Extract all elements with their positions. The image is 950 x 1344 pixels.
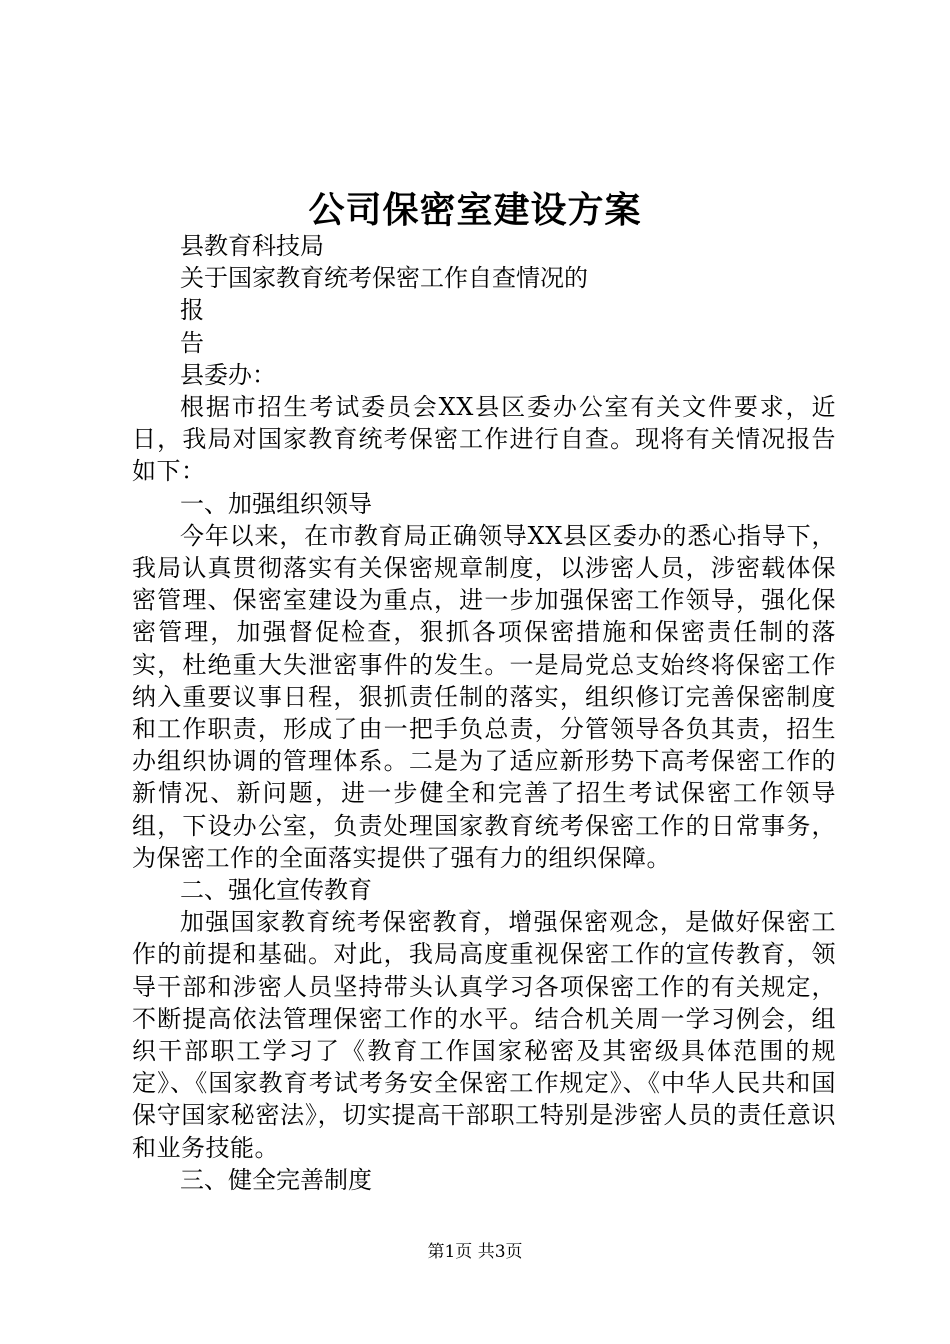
section-2-heading: 二、强化宣传教育: [180, 875, 372, 904]
report-word-line-2: 告: [180, 328, 204, 357]
intro-paragraph: 根据市招生考试委员会XX县区委办公室有关文件要求，近日，我局对国家教育统考保密工作进行自查。现将有关情况报告如下：: [132, 392, 836, 486]
document-title: 公司保密室建设方案: [308, 189, 642, 231]
page-number-footer: 第1页 共3页: [427, 1242, 523, 1262]
report-word-line-1: 报: [180, 296, 204, 325]
document-body: [132, 230, 836, 1196]
recipient-org-line: 县教育科技局: [180, 232, 324, 260]
section-3-heading: 三、健全完善制度: [180, 1165, 372, 1194]
report-subject-line: 关于国家教育统考保密工作自查情况的: [180, 264, 588, 293]
salutation-line: 县委办：: [180, 360, 276, 389]
section-2-paragraph: 加强国家教育统考保密教育，增强保密观念，是做好保密工作的前提和基础。对此，我局高度重视保密工作的宣传教育，领导干部和涉密人员坚持带头认真学习各项保密工作的有关规定，不断提高依法管理保密工作的水平。结合机关周一学习例会，组织干部职工学习了《教育工作国家秘密及其密级具体范围的规定》、《国家教育考试考务安全保密工作规定》、《中华人民共和国保守国家秘密法》，切实提高干部职工特别是涉密人员的责任意识和业务技能。: [132, 908, 836, 1162]
section-1-heading: 一、加强组织领导: [180, 489, 372, 518]
section-1-paragraph: 今年以来，在市教育局正确领导XX县区委办的悉心指导下，我局认真贯彻落实有关保密规章制度，以涉密人员，涉密载体保密管理、保密室建设为重点，进一步加强保密工作领导，强化保密管理，加强督促检查，狠抓各项保密措施和保密责任制的落实，杜绝重大失泄密事件的发生。一是局党总支始终将保密工作纳入重要议事日程，狠抓责任制的落实，组织修订完善保密制度和工作职责，形成了由一把手负总责，分管领导各负其责，招生办组织协调的管理体系。二是为了适应新形势下高考保密工作的新情况、新问题，进一步健全和完善了招生考试保密工作领导组，下设办公室，负责处理国家教育统考保密工作的日常事务，为保密工作的全面落实提供了强有力的组织保障。: [132, 521, 836, 872]
